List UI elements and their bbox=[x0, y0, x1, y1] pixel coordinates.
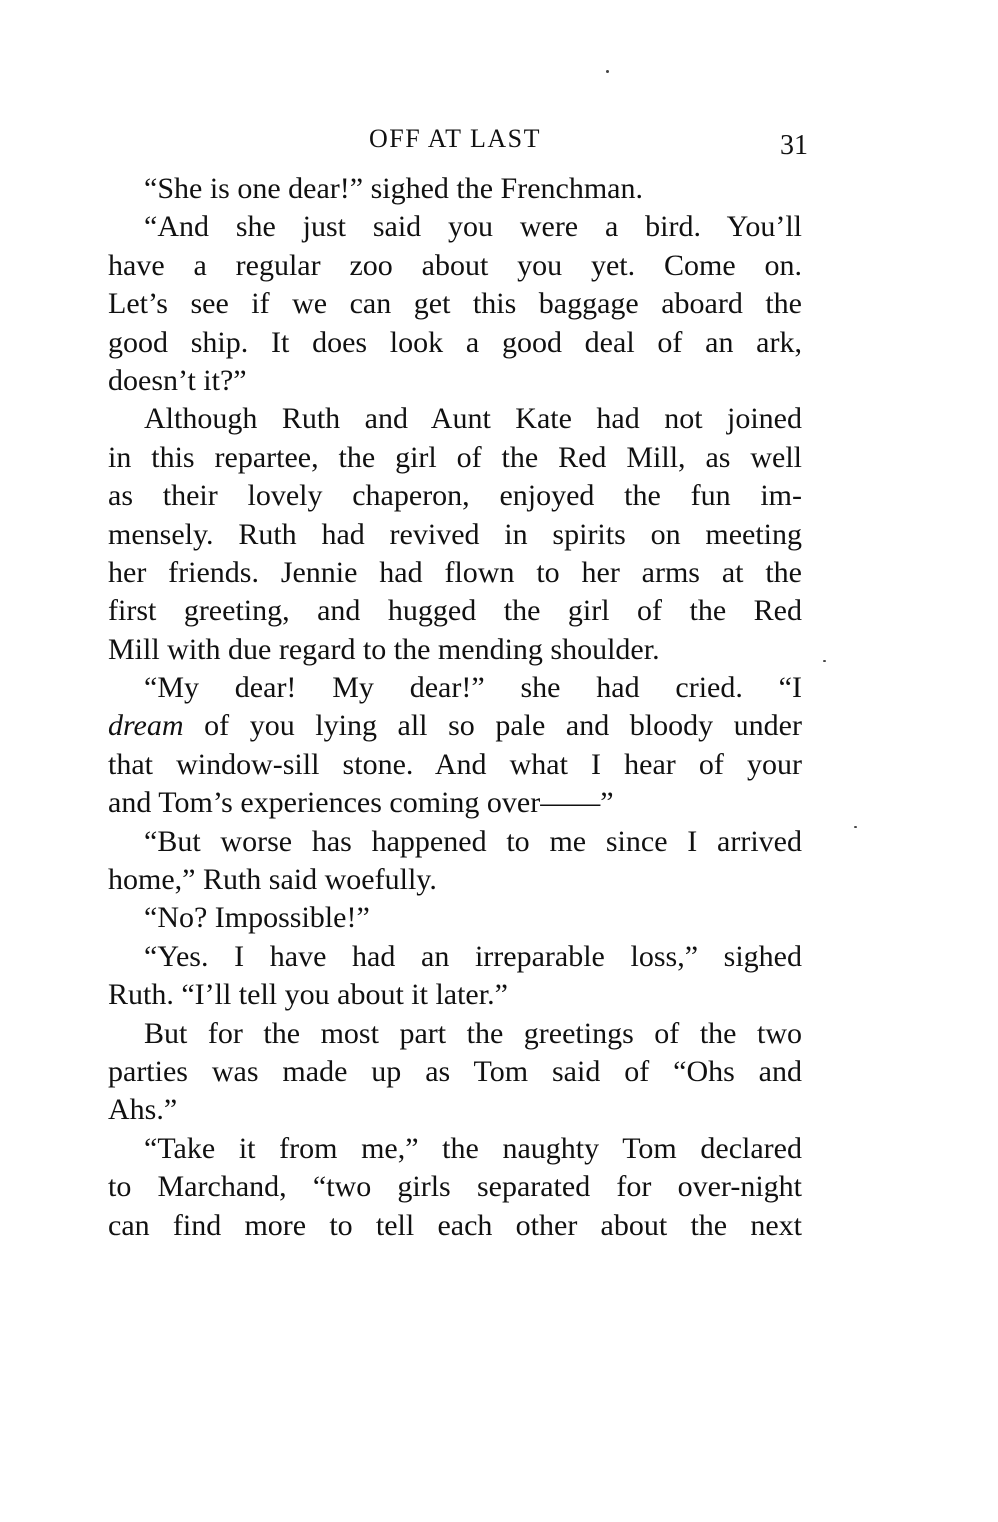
text-line: “She is one dear!” sighed the Frenchman. bbox=[144, 172, 643, 205]
italic-word: dream bbox=[108, 709, 184, 743]
text-line: in this repartee, the girl of the Red Mill, as well bbox=[108, 440, 802, 474]
text-line: “Yes. I have had an irreparable loss,” sighed bbox=[144, 939, 802, 973]
text-line: mensely. Ruth had revived in spirits on meeting bbox=[108, 517, 802, 551]
page-number: 31 bbox=[780, 130, 808, 161]
text-line: parties was made up as Tom said of “Ohs and bbox=[108, 1054, 802, 1088]
running-title: OFF AT LAST bbox=[368, 124, 542, 153]
text-line: Let’s see if we can get this baggage aboard the bbox=[108, 287, 802, 321]
text-line: that window-sill stone. And what I hear of your bbox=[108, 747, 802, 781]
text-line bbox=[108, 707, 802, 745]
text-line: can find more to tell each other about the next bbox=[108, 1208, 802, 1242]
text-line: home,” Ruth said woefully. bbox=[108, 863, 437, 897]
text-line: her friends. Jennie had flown to her arms at the bbox=[108, 555, 802, 589]
running-head bbox=[108, 124, 808, 161]
text-line: doesn’t it?” bbox=[108, 363, 247, 397]
text-line: have a regular zoo about you yet. Come on. bbox=[108, 248, 802, 282]
text-line: “But worse has happened to me since I arrived bbox=[144, 824, 802, 858]
text-segment: of you lying all so pale and bloody under bbox=[183, 709, 802, 743]
text-line: as their lovely chaperon, enjoyed the fun im- bbox=[108, 479, 802, 513]
text-line: Although Ruth and Aunt Kate had not joined bbox=[144, 402, 802, 436]
scan-speck bbox=[606, 70, 609, 73]
text-line: “And she just said you were a bird. You’ll bbox=[144, 210, 802, 244]
text-line: “My dear! My dear!” she had cried. “I bbox=[144, 671, 802, 705]
scan-speck bbox=[854, 826, 857, 828]
text-line: good ship. It does look a good deal of an ark, bbox=[108, 325, 802, 359]
scan-speck bbox=[823, 660, 826, 662]
text-line: Ruth. “I’ll tell you about it later.” bbox=[108, 978, 508, 1012]
text-line: and Tom’s experiences coming over——” bbox=[108, 786, 614, 820]
text-line: to Marchand, “two girls separated for over-night bbox=[108, 1170, 802, 1204]
text-line: first greeting, and hugged the girl of the Red bbox=[108, 594, 802, 628]
body-text bbox=[108, 170, 802, 1245]
text-line: But for the most part the greetings of the two bbox=[144, 1016, 802, 1050]
text-line: “No? Impossible!” bbox=[144, 901, 370, 935]
text-line: “Take it from me,” the naughty Tom declared bbox=[144, 1131, 802, 1165]
text-line: Ahs.” bbox=[108, 1093, 178, 1127]
text-line: Mill with due regard to the mending shoulder. bbox=[108, 632, 660, 666]
